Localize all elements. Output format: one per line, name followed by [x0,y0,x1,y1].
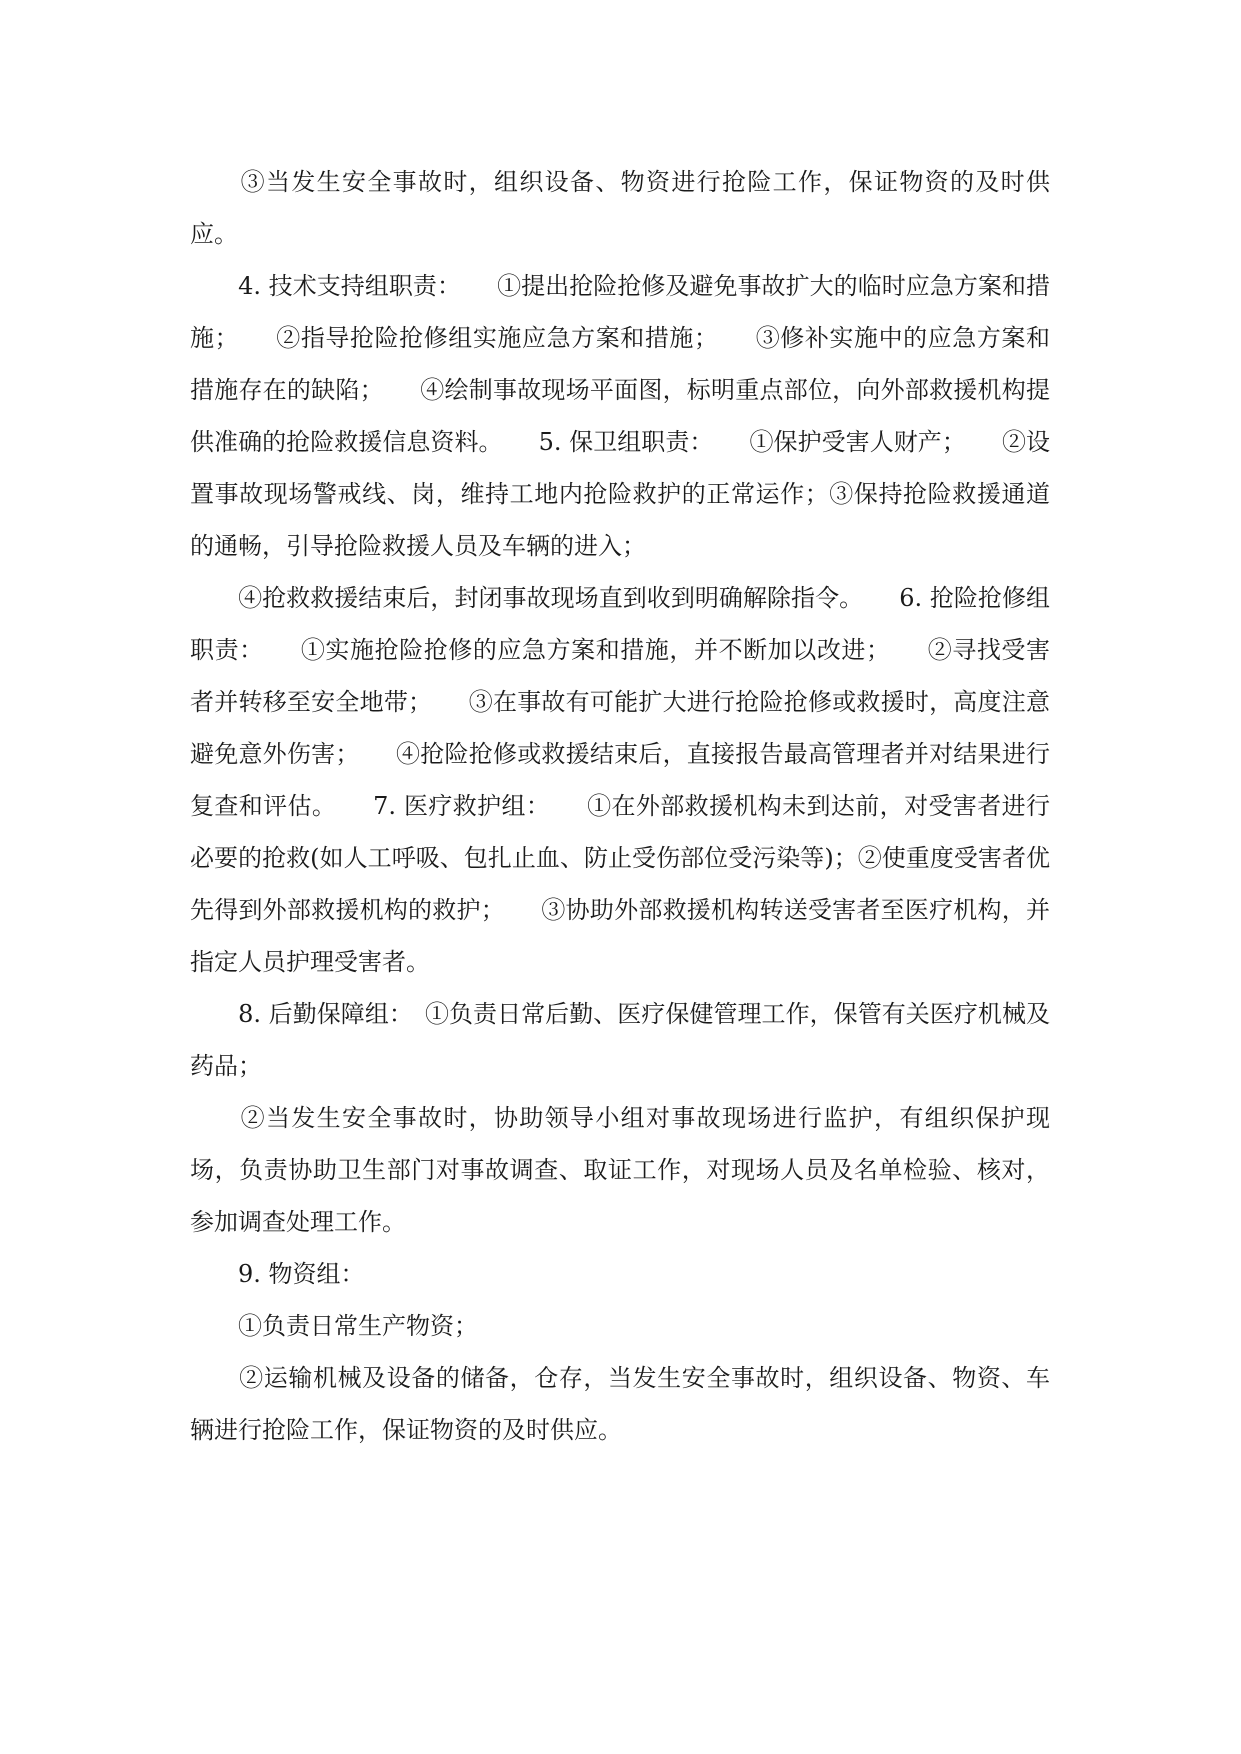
paragraph-logistics-duty-1: 8. 后勤保障组： ①负责日常后勤、医疗保健管理工作，保管有关医疗机械及药品； [190,1000,1050,1080]
paragraph-rescue-and-medical: ④抢救救援结束后，封闭事故现场直到收到明确解除指令。 6. 抢险抢修组职责： ①实施抢险抢修的应急方案和措施，并不断加以改进； ②寻找受害者并转移至安全地带； ③在事故有可能扩大进行抢险抢修或救援时，高度注意避免意外伤害； ④抢险抢修或救援结束后，直接报告最高管理者并对结果进行复查和评估。 7. 医疗救护组： ①在外部救援机构未到达前，对受害者进行必要的抢救(如人工呼吸、包扎止血、防止受伤部位受污染等)；②使重度受害者优先得到外部救援机构的救护； ③协助外部救援机构转送受害者至医疗机构，并指定人员护理受害者。 [190,584,1050,976]
paragraph-materials-duty-1: ①负责日常生产物资； [190,1312,478,1340]
paragraph-logistics-duty-2: ②当发生安全事故时，协助领导小组对事故现场进行监护，有组织保护现场，负责协助卫生部门对事故调查、取证工作，对现场人员及名单检验、核对，参加调查处理工作。 [190,1104,1050,1236]
paragraph-materials-supply: ③当发生安全事故时，组织设备、物资进行抢险工作，保证物资的及时供应。 [190,168,1050,248]
paragraph-tech-support-and-security: 4. 技术支持组职责： ①提出抢险抢修及避免事故扩大的临时应急方案和措施； ②指导抢险抢修组实施应急方案和措施； ③修补实施中的应急方案和措施存在的缺陷； ④绘制事故现场平面图，标明重点部位，向外部救援机构提供准确的抢险救援信息资料。 5. 保卫组职责： ①保护受害人财产； ②设置事故现场警戒线、岗，维持工地内抢险救护的正常运作；③保持抢险救援通道的通畅，引导抢险救援人员及车辆的进入； [190,272,1050,560]
paragraph-materials-duty-2: ②运输机械及设备的储备，仓存，当发生安全事故时，组织设备、物资、车辆进行抢险工作，保证物资的及时供应。 [190,1364,1050,1444]
paragraph-materials-group-heading: 9. 物资组： [190,1260,365,1288]
